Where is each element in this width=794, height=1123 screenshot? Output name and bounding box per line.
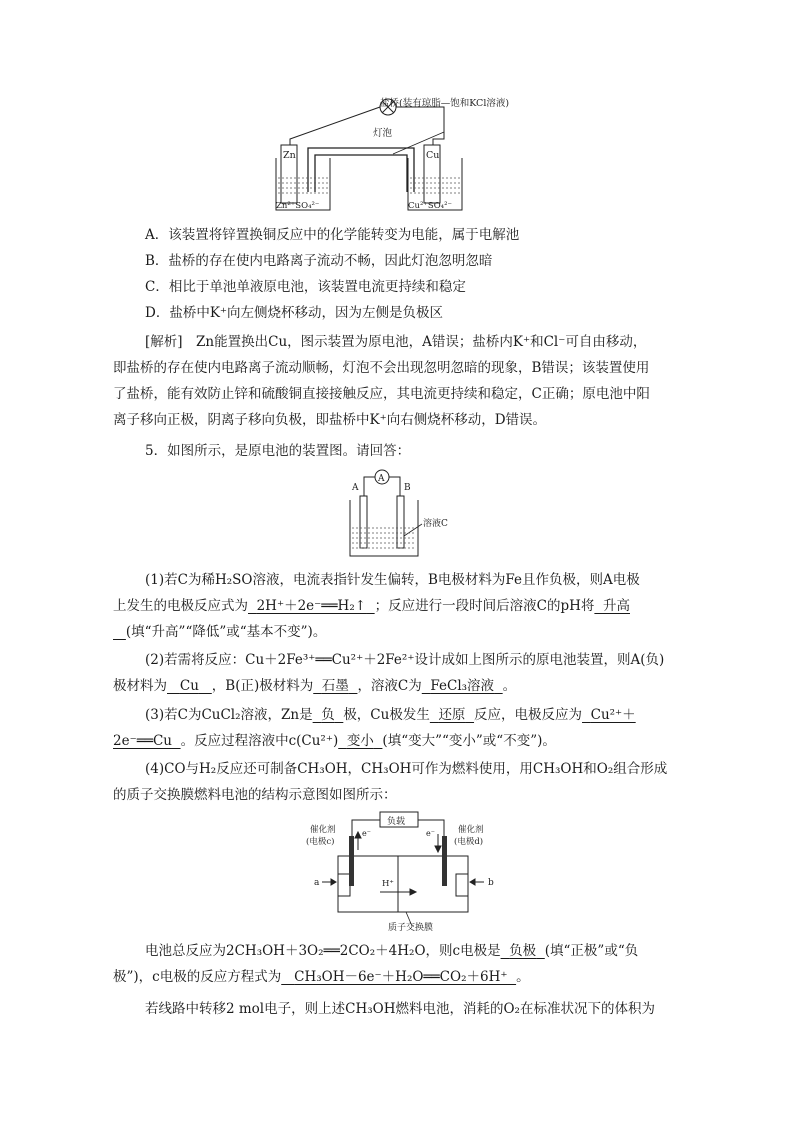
answer-solution-text: FeCl₃溶液 [430,678,495,694]
part-2-text-c: ，溶液C为 [357,678,422,694]
answer-electrode-eq-a [582,707,636,723]
part-5-line-2 [113,964,683,990]
answer-ph-tail [113,624,126,640]
cu-label: Cu [426,150,440,161]
answer-electrode-eq-b [113,733,181,749]
answer-c-pole-text: 负极 [509,943,537,959]
answer-cu-reaction-type [430,707,474,723]
part-2-line-1: (2)若需将反应：Cu＋2Fe³⁺══Cu²⁺＋2Fe²⁺设计成如上图所示的原电池装置，则A(负) [145,652,665,668]
option-b: B．盐桥的存在使内电路离子流动不畅，因此灯泡忽明忽暗 [145,253,493,269]
part-1-line-2 [113,593,683,619]
answer-c-reaction [281,969,516,985]
label-b: B [404,483,411,493]
answer-anode-material [167,678,212,694]
fuel-cell-figure [306,810,500,932]
electrode-d [442,836,447,886]
answer-zn-pole [313,707,344,723]
catalyst-d-label: 催化剂 [458,825,484,835]
question-5-stem: 5．如图所示，是原电池的装置图。请回答： [145,443,411,459]
load-label: 负载 [387,817,406,827]
inlet-b-label: b [488,878,494,888]
electrode-c [349,836,354,886]
analysis-line-1: [解析] Zn能置换出Cu，图示装置为原电池，A错误；盐桥内K⁺和Cl⁻可自由移动， [145,334,647,350]
electrode-b [397,496,404,548]
solution-c-label: 溶液C [423,519,448,529]
part-6-line-1: 若线路中转移2 mol电子，则上述CH₃OH燃料电池，消耗的O₂在标准状况下的体积为 [145,1001,655,1017]
part-5-text-a: 电池总反应为2CH₃OH＋3O₂══2CO₂＋4H₂O，则c电极是 [145,943,501,959]
part-3-line-2 [113,728,683,754]
zn-label: Zn [283,150,296,161]
answer-cu-concentration [338,733,382,749]
cell-body [338,856,468,912]
salt-bridge [308,148,414,192]
part-5-text-b: (填“正极”或“负 [544,943,639,959]
label-a: A [352,483,359,493]
part-3-text-c: 反应，电极反应为 [474,707,583,723]
answer-cu-reaction-type-text: 还原 [438,707,466,723]
answer-c-reaction-text: CH₃OH－6e⁻＋H₂O══CO₂＋6H⁺ [294,969,508,985]
membrane-label: 质子交换膜 [388,923,434,932]
part-1-line-3 [113,619,683,645]
part-2-text-b: ，B(正)极材料为 [211,678,314,694]
answer-zn-pole-text: 负 [321,707,335,723]
part-5-line-1 [145,938,685,964]
answer-ph-text: 升高 [602,598,630,614]
answer-electrode-eq-b-text: 2e⁻══Cu [113,733,172,749]
inlet-a-label: a [314,878,320,888]
answer-cu-concentration-text: 变小 [346,733,374,749]
option-d: D．盐桥中K⁺向左侧烧杯移动，因为左侧是负极区 [145,305,444,321]
answer-solution [422,678,503,694]
electron-left-label: e⁻ [362,829,371,838]
analysis-line-2: 即盐桥的存在使内电路离子流动顺畅，灯泡不会出现忽明忽暗的现象，B错误；该装置使用 [113,360,650,376]
option-a: A．该装置将锌置换铜反应中的化学能转变为电能，属于电解池 [145,227,520,243]
answer-ph [594,598,630,614]
part-3-line-1 [145,702,685,728]
answer-cathode-material [313,678,357,694]
part-3-hint: (填“变大”“变小”或“不变”)。 [382,733,556,749]
answer-anode-material-text: Cu [179,678,199,694]
catalyst-c-label: 催化剂 [310,825,336,835]
answer-electrode-eq-a-text: Cu²⁺＋ [590,707,636,723]
part-3-text-b: 极，Cu极发生 [343,707,430,723]
part-2-text-d: 。 [502,678,517,694]
proton-label: H⁺ [382,879,394,889]
left-solution-label: Zn²⁺SO₄²⁻ [276,201,320,211]
salt-bridge-label: 盐桥(装有琼脂—饱和KCl溶液) [380,98,510,109]
part-2-text-a: 极材料为 [113,678,167,694]
answer-cathode-material-text: 石墨 [321,678,349,694]
salt-bridge-cell-figure [268,92,538,216]
part-5-text-c: 极”)，c电极的反应方程式为 [113,969,282,985]
part-1-text-b: ；反应进行一段时间后溶液C的pH将 [374,598,595,614]
analysis-line-3: 了盐桥，能有效防止锌和硫酸铜直接接触反应，其电流更持续和稳定，C正确；原电池中阳 [113,386,650,402]
answer-c-pole [501,943,545,959]
part-3-text-a: (3)若C为CuCl₂溶液，Zn是 [145,707,313,723]
ammeter-label: A [378,474,385,484]
right-solution-label: Cu²⁺SO₄²⁻ [408,201,452,211]
electrode-a [360,496,367,548]
electron-right-label: e⁻ [426,829,435,838]
analysis-line-4: 离子移向正极，阴离子移向负极，即盐桥中K⁺向右侧烧杯移动，D错误。 [113,412,547,428]
part-5-text-d: 。 [516,969,530,985]
part-4-line-1: (4)CO与H₂反应还可制备CH₃OH，CH₃OH可作为燃料使用，用CH₃OH和O₂组合形成 [145,761,668,777]
part-4-line-2: 的质子交换膜燃料电池的结构示意图如图所示： [113,787,397,803]
answer-electrode-reaction-text: 2H⁺＋2e⁻══H₂↑ [256,598,367,614]
option-c: C．相比于单池单液原电池，该装置电流更持续和稳定 [145,279,466,295]
bulb-label: 灯泡 [373,128,393,139]
electrode-c-label: (电极c) [306,837,335,847]
part-1-hint: (填“升高”“降低”或“基本不变”)。 [125,624,327,640]
part-2-line-2 [113,673,683,699]
part-1-text: 上发生的电极反应式为 [113,598,248,614]
part-1-line-1: (1)若C为稀H₂SO溶液，电流表指针发生偏转，B电极材料为Fe且作负极，则A电极 [145,572,640,588]
electrode-d-label: (电极d) [454,837,484,847]
galvanic-cell-figure [344,466,464,560]
part-3-text-d: 。反应过程溶液中c(Cu²⁺) [180,733,339,749]
answer-electrode-reaction [248,598,375,614]
